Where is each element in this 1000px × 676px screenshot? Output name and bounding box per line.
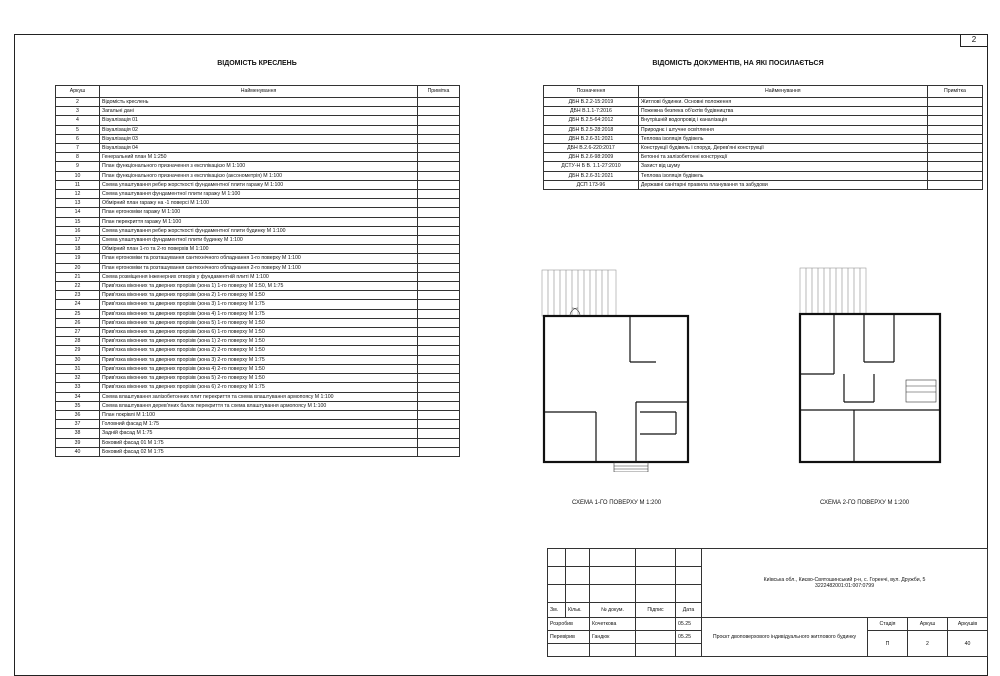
row-title: Головний фасад М 1:75: [100, 420, 418, 429]
stamp-col-header: Підпис: [636, 603, 676, 618]
row-code: 13: [56, 199, 100, 208]
table-row: [544, 107, 983, 116]
floor-plan-1: [536, 262, 696, 472]
stamp-date: 05.25: [676, 618, 702, 631]
column-header: Позначення: [544, 86, 639, 98]
row-code: 32: [56, 374, 100, 383]
row-code: ДБН В.2.6-31:2021: [544, 171, 639, 180]
table-row: [56, 410, 460, 419]
table-row: [56, 226, 460, 235]
stamp-role: Перевірив: [548, 631, 590, 644]
row-code: 22: [56, 282, 100, 291]
stamp-sheets: 40: [948, 631, 988, 657]
table-row: [56, 355, 460, 364]
table-header-row: [544, 86, 983, 98]
row-title: План функціонального призначення з експлікацією М 1:100: [100, 162, 418, 171]
stamp-col-header: Зм.: [548, 603, 566, 618]
row-title: Пожежна безпека об'єктів будівництва: [638, 107, 927, 116]
column-header: Найменування: [638, 86, 927, 98]
table-row: [56, 328, 460, 337]
row-code: ДБН В.2.6-98:2009: [544, 153, 639, 162]
table-row: [56, 300, 460, 309]
row-note: [418, 447, 460, 456]
stamp-name: Гандюк: [590, 631, 636, 644]
row-code: 4: [56, 116, 100, 125]
row-code: 36: [56, 410, 100, 419]
table-row: [544, 98, 983, 107]
table-row: [56, 447, 460, 456]
row-code: ДБН В.1.1-7:2016: [544, 107, 639, 116]
table-row: [56, 199, 460, 208]
row-title: Захист від шуму: [638, 162, 927, 171]
row-code: ДСП 173-96: [544, 180, 639, 189]
row-code: 33: [56, 383, 100, 392]
row-code: 15: [56, 217, 100, 226]
row-title: Прив'язка віконних та дверних прорізів (зона 2) 2-го поверху М 1:50: [100, 346, 418, 355]
row-code: 39: [56, 438, 100, 447]
row-note: [418, 180, 460, 189]
row-note: [418, 208, 460, 217]
table-row: [56, 392, 460, 401]
row-title: Схема влаштування дерев'яних балок перекриття та схема влаштування армопоясу М 1:100: [100, 401, 418, 410]
table-row: [56, 263, 460, 272]
row-code: 26: [56, 318, 100, 327]
stamp-col-header: Кільк.: [566, 603, 590, 618]
table-row: [544, 153, 983, 162]
table-row: [544, 171, 983, 180]
table-row: [56, 383, 460, 392]
table-row: [56, 134, 460, 143]
column-header: Аркуш: [56, 86, 100, 98]
stamp-project: Проєкт двоповерхового індивідуального житлового будинку: [702, 618, 868, 657]
row-title: План ергономіки гаражу М 1:100: [100, 208, 418, 217]
row-title: Конструкції будівель і споруд. Дерев'яні конструкції: [638, 144, 927, 153]
row-note: [418, 263, 460, 272]
row-note: [418, 217, 460, 226]
row-code: 10: [56, 171, 100, 180]
row-title: Генеральний план М 1:250: [100, 153, 418, 162]
table-row: [56, 171, 460, 180]
row-title: Обмірний план гаражу на -1 поверсі М 1:100: [100, 199, 418, 208]
row-code: 12: [56, 190, 100, 199]
row-code: ДБН В.2.6-31:2021: [544, 134, 639, 143]
table-row: [56, 401, 460, 410]
stamp-address-cell: [702, 549, 988, 618]
row-note: [927, 162, 982, 171]
table-row: [56, 153, 460, 162]
documents-list-title: ВІДОМІСТЬ ДОКУМЕНТІВ, НА ЯКІ ПОСИЛАЄТЬСЯ: [652, 60, 824, 67]
row-note: [418, 438, 460, 447]
row-title: Схема улаштування фундаментної плити будинку М 1:100: [100, 236, 418, 245]
row-title: План перекриття гаражу М 1:100: [100, 217, 418, 226]
table-row: [544, 125, 983, 134]
table-row: [56, 291, 460, 300]
table-row: [56, 272, 460, 281]
table-row: [56, 144, 460, 153]
row-code: ДБН В.2.5-64:2012: [544, 116, 639, 125]
stamp-person-row: [548, 618, 988, 631]
row-note: [927, 180, 982, 189]
row-code: 8: [56, 153, 100, 162]
row-title: Прив'язка віконних та дверних прорізів (зона 5) 1-го поверху М 1:50: [100, 318, 418, 327]
row-code: 11: [56, 180, 100, 189]
row-title: Державні санітарні правила планування та забудови: [638, 180, 927, 189]
row-title: Візуалізація 02: [100, 125, 418, 134]
row-note: [418, 291, 460, 300]
row-title: Бетонні та залізобетонні конструкції: [638, 153, 927, 162]
row-title: Теплова ізоляція будівель: [638, 134, 927, 143]
row-note: [418, 236, 460, 245]
row-code: 35: [56, 401, 100, 410]
row-title: Внутрішній водопровід і каналізація: [638, 116, 927, 125]
row-note: [418, 199, 460, 208]
row-title: Обмірний план 1-го та 2-го поверхів М 1:100: [100, 245, 418, 254]
row-note: [418, 420, 460, 429]
table-row: [544, 180, 983, 189]
row-code: 40: [56, 447, 100, 456]
row-code: 30: [56, 355, 100, 364]
row-note: [418, 374, 460, 383]
table-row: [56, 217, 460, 226]
row-note: [927, 107, 982, 116]
row-code: 23: [56, 291, 100, 300]
row-code: 14: [56, 208, 100, 217]
floor-plan-2: [794, 262, 944, 472]
table-row: [56, 245, 460, 254]
row-note: [927, 171, 982, 180]
row-title: Задній фасад М 1:75: [100, 429, 418, 438]
table-row: [56, 346, 460, 355]
row-title: Прив'язка віконних та дверних прорізів (зона 5) 2-го поверху М 1:50: [100, 374, 418, 383]
row-title: План функціонального призначення з експлікацією (аксонометрія) М 1:100: [100, 171, 418, 180]
row-note: [418, 245, 460, 254]
stamp-cadastral: 3222482001:01:007:0799: [814, 583, 875, 590]
row-title: Візуалізація 01: [100, 116, 418, 125]
table-row: [56, 337, 460, 346]
table-row: [56, 208, 460, 217]
row-title: Боковий фасад 01 М 1:75: [100, 438, 418, 447]
stamp-sheet-label: Аркуш: [908, 618, 948, 631]
table-row: [56, 429, 460, 438]
row-note: [418, 98, 460, 107]
row-note: [927, 144, 982, 153]
documents-list-table: [543, 85, 983, 190]
row-note: [927, 125, 982, 134]
table-row: [544, 134, 983, 143]
row-note: [418, 226, 460, 235]
row-code: 38: [56, 429, 100, 438]
row-title: Житлові будинки. Основні положення: [638, 98, 927, 107]
row-code: 20: [56, 263, 100, 272]
row-note: [418, 383, 460, 392]
table-row: [56, 125, 460, 134]
row-note: [418, 162, 460, 171]
table-row: [56, 309, 460, 318]
row-title: Прив'язка віконних та дверних прорізів (зона 2) 1-го поверху М 1:50: [100, 291, 418, 300]
row-title: Прив'язка віконних та дверних прорізів (зона 3) 2-го поверху М 1:75: [100, 355, 418, 364]
row-code: 5: [56, 125, 100, 134]
drawings-list-table: [55, 85, 460, 457]
table-row: [56, 107, 460, 116]
table-row: [544, 116, 983, 125]
stamp-date: 05.25: [676, 631, 702, 644]
row-note: [927, 153, 982, 162]
row-title: Прив'язка віконних та дверних прорізів (зона 1) 2-го поверху М 1:50: [100, 337, 418, 346]
row-code: 37: [56, 420, 100, 429]
row-code: 24: [56, 300, 100, 309]
column-header: Примітка: [927, 86, 982, 98]
row-code: 25: [56, 309, 100, 318]
table-row: [56, 162, 460, 171]
row-code: 17: [56, 236, 100, 245]
row-note: [418, 429, 460, 438]
row-title: Прив'язка віконних та дверних прорізів (зона 3) 1-го поверху М 1:75: [100, 300, 418, 309]
row-code: 31: [56, 364, 100, 373]
table-row: [56, 318, 460, 327]
row-note: [418, 364, 460, 373]
row-title: Прив'язка віконних та дверних прорізів (зона 1) 1-го поверху М 1:50, М 1:75: [100, 282, 418, 291]
table-row: [56, 236, 460, 245]
table-header-row: [56, 86, 460, 98]
plan-1-caption: СХЕМА 1-ГО ПОВЕРХУ М 1:200: [572, 500, 662, 506]
row-title: Загальні дані: [100, 107, 418, 116]
row-code: 21: [56, 272, 100, 281]
row-code: 28: [56, 337, 100, 346]
stamp-stage-label: Стадія: [868, 618, 908, 631]
row-title: Схема розміщення інженерних отворів у фундаментній плиті М 1:100: [100, 272, 418, 281]
page-number: 2: [960, 34, 987, 47]
row-code: ДБН В.2.2-15:2019: [544, 98, 639, 107]
row-code: 34: [56, 392, 100, 401]
column-header: Найменування: [100, 86, 418, 98]
table-row: [56, 438, 460, 447]
stamp-name: Кочеткова: [590, 618, 636, 631]
table-row: [56, 282, 460, 291]
stamp-role: Розробив: [548, 618, 590, 631]
row-code: 3: [56, 107, 100, 116]
row-title: Теплова ізоляція будівель: [638, 171, 927, 180]
row-title: Візуалізація 03: [100, 134, 418, 143]
row-title: Прив'язка віконних та дверних прорізів (зона 4) 2-го поверху М 1:50: [100, 364, 418, 373]
row-code: 6: [56, 134, 100, 143]
stamp-row: [548, 549, 988, 567]
row-note: [418, 272, 460, 281]
table-row: [56, 420, 460, 429]
table-row: [56, 364, 460, 373]
row-note: [927, 98, 982, 107]
row-code: 9: [56, 162, 100, 171]
row-title: Схема улаштування ребер жорсткості фундаментної плити гаражу М 1:100: [100, 180, 418, 189]
row-note: [418, 300, 460, 309]
row-note: [418, 346, 460, 355]
row-title: Боковий фасад 02 М 1:75: [100, 447, 418, 456]
row-note: [418, 309, 460, 318]
row-note: [927, 116, 982, 125]
row-code: 19: [56, 254, 100, 263]
row-note: [418, 328, 460, 337]
row-note: [418, 107, 460, 116]
table-row: [56, 98, 460, 107]
row-title: Прив'язка віконних та дверних прорізів (зона 6) 2-го поверху М 1:75: [100, 383, 418, 392]
row-title: Природнє і штучне освітлення: [638, 125, 927, 134]
row-note: [418, 190, 460, 199]
row-title: Прив'язка віконних та дверних прорізів (зона 4) 1-го поверху М 1:75: [100, 309, 418, 318]
row-note: [927, 134, 982, 143]
title-block: [547, 548, 988, 657]
table-row: [56, 254, 460, 263]
stamp-stage: П: [868, 631, 908, 657]
table-row: [56, 180, 460, 189]
row-title: Схема улаштування фундаментної плити гаражу М 1:100: [100, 190, 418, 199]
row-code: ДСТУ-Н Б В. 1.1-27:2010: [544, 162, 639, 171]
row-note: [418, 254, 460, 263]
row-note: [418, 134, 460, 143]
column-header: Примітка: [418, 86, 460, 98]
row-code: 16: [56, 226, 100, 235]
row-code: 29: [56, 346, 100, 355]
row-note: [418, 401, 460, 410]
plan-2-caption: СХЕМА 2-ГО ПОВЕРХУ М 1:200: [820, 500, 910, 506]
row-note: [418, 337, 460, 346]
row-note: [418, 392, 460, 401]
row-title: План покрівлі М 1:100: [100, 410, 418, 419]
stamp-col-header: Дата: [676, 603, 702, 618]
row-code: 27: [56, 328, 100, 337]
row-note: [418, 355, 460, 364]
row-title: Прив'язка віконних та дверних прорізів (зона 6) 1-го поверху М 1:50: [100, 328, 418, 337]
row-code: ДБН В.2.6-220:2017: [544, 144, 639, 153]
table-row: [544, 144, 983, 153]
row-note: [418, 282, 460, 291]
row-note: [418, 318, 460, 327]
table-row: [56, 190, 460, 199]
stamp-col-header: № докум.: [590, 603, 636, 618]
row-title: Схема влаштування залізобетонних плит перекриття та схема влаштування армопоясу М 1:100: [100, 392, 418, 401]
row-code: ДБН В.2.5-28:2018: [544, 125, 639, 134]
row-note: [418, 410, 460, 419]
stamp-address: Київська обл., Києво-Святошинський р-н, с. Горенчі, вул. Дружби, 5: [763, 577, 926, 584]
table-row: [56, 116, 460, 125]
stamp-sheets-label: Аркушів: [948, 618, 988, 631]
stamp-sheet: 2: [908, 631, 948, 657]
row-note: [418, 153, 460, 162]
row-code: 7: [56, 144, 100, 153]
row-title: Схема улаштування ребер жорсткості фундаментної плити будинку М 1:100: [100, 226, 418, 235]
row-title: Візуалізація 04: [100, 144, 418, 153]
row-code: 2: [56, 98, 100, 107]
row-code: 18: [56, 245, 100, 254]
row-note: [418, 125, 460, 134]
row-title: План ергономіки та розташування сантехнічного обладнання 1-го поверху М 1:100: [100, 254, 418, 263]
drawings-list-title: ВІДОМІСТЬ КРЕСЛЕНЬ: [217, 60, 297, 67]
row-note: [418, 116, 460, 125]
table-row: [544, 162, 983, 171]
row-note: [418, 171, 460, 180]
row-title: Відомість креслень: [100, 98, 418, 107]
row-title: План ергономіки та розташування сантехнічного обладнання 2-го поверху М 1:100: [100, 263, 418, 272]
row-note: [418, 144, 460, 153]
table-row: [56, 374, 460, 383]
